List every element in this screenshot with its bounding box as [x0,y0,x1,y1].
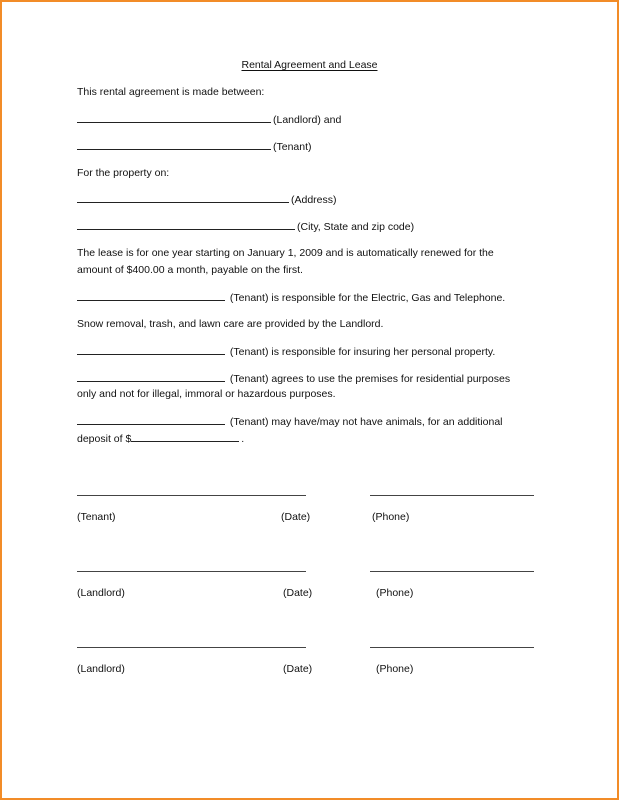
second-landlord-signature-label: (Landlord) [77,663,125,675]
tenant-line [77,139,312,155]
deposit-suffix: . [241,433,245,445]
utilities-text: (Tenant) is responsible for the Electric, Gas and Telephone. [229,292,506,304]
landlord-field-label: (Landlord) and [273,114,342,126]
address-line [77,192,337,208]
landlord-signature-line[interactable] [77,571,306,572]
deposit-amount-blank[interactable] [131,431,239,442]
lease-term-line-1: The lease is for one year starting on January 1, 2009 and is automatically renewed for the [77,247,494,259]
tenant-date-label: (Date) [281,511,311,523]
landlord-name-blank[interactable] [77,112,271,123]
residential-text-1: (Tenant) agrees to use the premises for residential purposes [229,373,511,385]
landlord-phone-line[interactable] [370,571,534,572]
city-state-zip-blank[interactable] [77,219,295,230]
second-landlord-signature-line[interactable] [77,647,306,648]
animals-text: (Tenant) may have/may not have animals, for an additional [229,416,503,428]
animals-line-1 [77,414,503,430]
lease-term-line-2: amount of $400.00 a month, payable on the first. [77,264,303,276]
tenant-phone-label: (Phone) [372,511,410,523]
intro-text: This rental agreement is made between: [77,86,265,98]
city-line [77,219,414,235]
tenant-name-blank[interactable] [77,139,271,150]
residential-tenant-blank[interactable] [77,371,225,382]
tenant-phone-line[interactable] [370,495,534,496]
document-title [0,58,619,73]
document-title-text: Rental Agreement and Lease [241,59,378,71]
utilities-tenant-blank[interactable] [77,290,225,301]
address-field-label: (Address) [291,194,337,206]
second-landlord-phone-line[interactable] [370,647,534,648]
residential-line-2: only and not for illegal, immoral or hazardous purposes. [77,388,336,400]
address-blank[interactable] [77,192,289,203]
tenant-signature-label: (Tenant) [77,511,116,523]
deposit-prefix: deposit of $ [77,433,132,445]
landlord-signature-label: (Landlord) [77,587,125,599]
city-field-label: (City, State and zip code) [297,221,415,233]
deposit-line [77,431,244,447]
second-landlord-phone-label: (Phone) [376,663,414,675]
residential-line-1 [77,371,510,387]
insurance-text: (Tenant) is responsible for insuring her personal property. [229,346,496,358]
insurance-line [77,344,495,360]
animals-tenant-blank[interactable] [77,414,225,425]
landlord-date-label: (Date) [283,587,313,599]
tenant-field-label: (Tenant) [273,141,312,153]
utilities-line [77,290,505,306]
property-intro-text: For the property on: [77,167,170,179]
tenant-signature-line[interactable] [77,495,306,496]
insurance-tenant-blank[interactable] [77,344,225,355]
snow-removal-text: Snow removal, trash, and lawn care are provided by the Landlord. [77,318,384,330]
second-landlord-date-label: (Date) [283,663,313,675]
landlord-phone-label: (Phone) [376,587,414,599]
landlord-line [77,112,341,128]
